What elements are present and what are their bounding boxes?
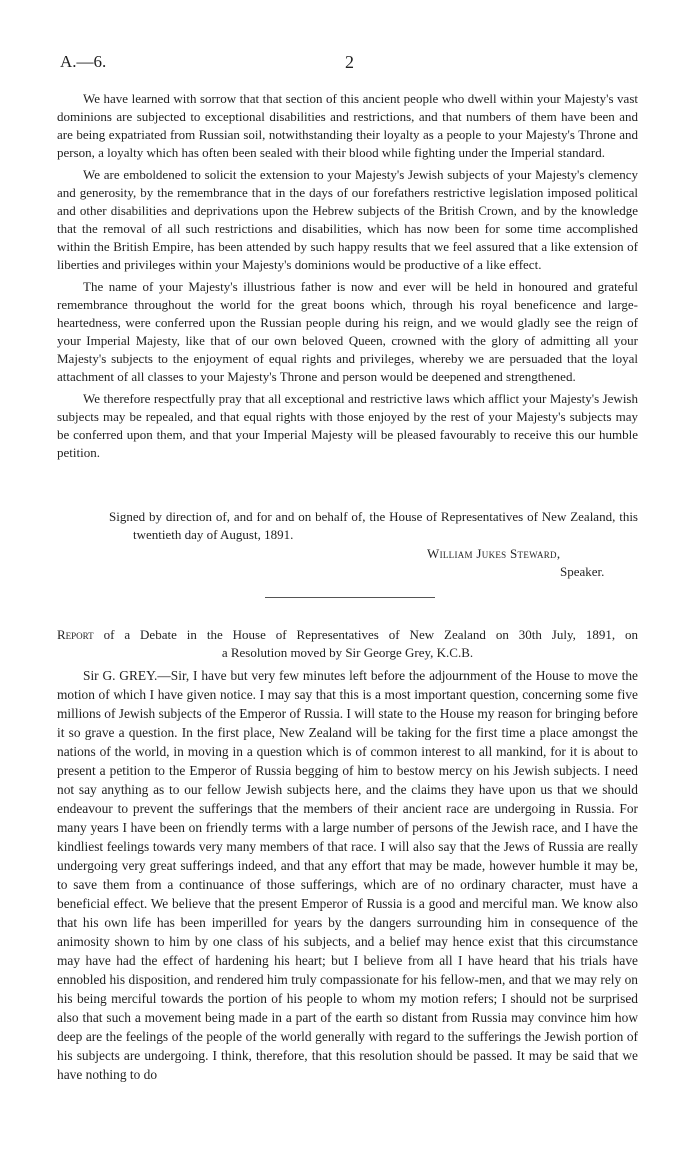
speech-paragraph: Sir G. GREY.—Sir, I have but very few minutes left before the adjournment of the House to move the motion of which I have given notice. I may say that this is a most important question, concerning some five millions of Jewish subjects of the Emperor of Russia. I will state to the House my reason for bringing before it so grave a question. In the first place, New Zealand will be taking for the first time a place amongst the nations of the world, in moving in a question which is of common interest to all mankind, for it is about to present a petition to the Emperor of Russia begging of him to bestow mercy on his Jewish subjects. I need not say anything as to our fellow Jewish subjects here, and the claims they have upon us that we should endeavour to prevent the sufferings that the members of their ancient race are undergoing in Russia. For many years I have been on friendly terms with a large number of persons of the Jewish race, and I have the kindliest feelings towards very many members of that race. I will also say that the Jews of Russia are really undergoing very great sufferings indeed, and that any effort that may be made, however humble it may be, to save them from a continuance of those sufferings, which are of no ordinary character, must have a beneficial effect. We believe that the present Emperor of Russia is a good and merciful man. We know also that his own life has been imperilled for years by the dangers surrounding him in consequence of the animosity shown to him by one class of his subjects, and a belief may hence exist that this circumstance may have had the effect of hardening his heart; but I believe from all I have heard that his trials have ennobled his disposition, and rendered him truly compassionate for his fellow-men, and that we may rely on his being merciful towards the portion of his people to whom my motion refers; I should not be surprised also that such a movement being made in a part of the earth so distant from Russia may convince him how deep are the feelings of the people of the world generally with regard to the sufferings the Jewish portion of his subjects are undergoing. I think, therefore, that this resolution should be passed. It may be said that we have nothing to do xyxy=(57,668,638,1082)
report-heading-lead: Report xyxy=(57,627,94,642)
petition-paragraph: The name of your Majesty's illustrious father is now and ever will be held in honoured and grateful remembrance throughout the world for the great boons which, through his royal beneficence and large-heartedness, were conferred upon the Russian people during his reign, and we would gladly see the reign of your Imperial Majesty, like that of our own beloved Queen, crowned with the glory of admitting all your Majesty's subjects to the enjoyment of equal rights and privileges, whereby we are persuaded that the loyal attachment of all classes to your Majesty's Throne and person would be deepened and strengthened. xyxy=(57,279,638,384)
petition-paragraph: We are emboldened to solicit the extension to your Majesty's Jewish subjects of your Majesty's clemency and generosity, by the remembrance that in the days of our forefathers restrictive legislation imposed political and other disabilities and deprivations upon the Hebrew subjects of the British Crown, and by the knowledge that the removal of all such restrictions and disabilities, which has now been for some time accomplished within the British Empire, has been attended by such happy results that we feel assured that a like extension of liberties and privileges within your Majesty's dominions would be productive of a like effect. xyxy=(57,167,638,272)
signatory-name: William Jukes Steward, xyxy=(427,546,561,561)
page-header xyxy=(60,52,640,76)
petition-paragraph: We have learned with sorrow that that section of this ancient people who dwell within your Majesty's vast dominions are subjected to exceptional disabilities and restrictions, and that numbers of them have been and are being expatriated from Russian soil, notwithstanding their loyalty as a people to your Majesty's Throne and person, a loyalty which has often been sealed with their blood while fighting under the Imperial standard. xyxy=(57,91,638,160)
report-heading-line2: a Resolution moved by Sir George Grey, K.C.B. xyxy=(221,645,474,660)
petition-paragraph: We therefore respectfully pray that all exceptional and restrictive laws which afflict your Majesty's Jewish subjects may be repealed, and that equal rights with those enjoyed by the rest of your Majesty's subjects may be conferred upon them, and that your Imperial Majesty will be pleased favourably to receive this our humble petition. xyxy=(57,391,638,460)
report-heading-rest: of a Debate in the House of Representatives of New Zealand on 30th July, 1891, on xyxy=(103,627,638,642)
debate-body xyxy=(57,666,638,1084)
signed-text: Signed by direction of, and for and on behalf of, the House of Representatives of New Zealand, this twentieth day of August, 1891. xyxy=(109,509,638,542)
signing-statement xyxy=(57,508,638,544)
page-number: 2 xyxy=(345,52,354,72)
report-heading xyxy=(57,626,638,662)
report-heading-line1 xyxy=(57,626,638,644)
signatory-title: Speaker. xyxy=(560,564,605,579)
section-divider xyxy=(265,597,435,598)
petition-body xyxy=(57,90,638,466)
document-reference: A.—6. xyxy=(60,52,107,71)
